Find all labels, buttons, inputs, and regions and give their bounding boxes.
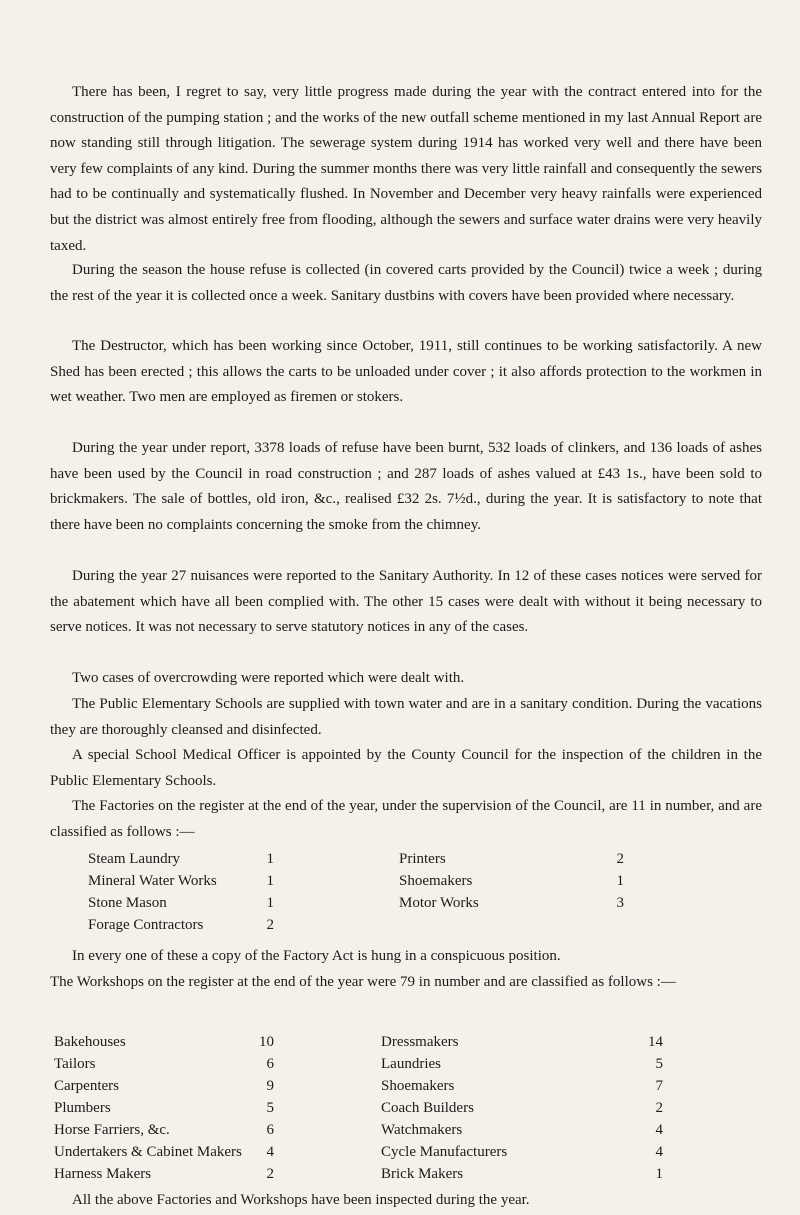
workshop-name: Horse Farriers, &c. [54, 1122, 170, 1138]
factory-name: Forage Contractors [88, 917, 204, 933]
workshop-name: Undertakers & Cabinet Makers [54, 1144, 242, 1160]
table-row [54, 1097, 664, 1119]
workshop-name: Carpenters [54, 1078, 119, 1094]
workshop-count: 4 [655, 1122, 663, 1138]
workshop-count: 2 [266, 1166, 274, 1182]
workshop-count: 14 [648, 1034, 663, 1050]
paragraph-sewerage: There has been, I regret to say, very little progress made during the year with the contract entered into for the construction of the pumping station ; and the works of the new outfall scheme mentioned in my last Annual Report are now standing still through litigation. The sewerage system during 1914 has worked very well and there have been very few complaints of any kind. During the summer months there was very little rainfall and consequently the sewers had to be continually and systematically flushed. In November and December very heavy rainfalls were experienced but the district was almost entirely free from flooding, although the sewers and surface water drains were very heavily taxed. [50, 84, 762, 254]
factory-count: 3 [616, 895, 624, 911]
factory-name: Mineral Water Works [88, 873, 217, 889]
paragraph-refuse-loads: During the year under report, 3378 loads of refuse have been burnt, 532 loads of clinkers, and 136 loads of ashes have been used by the Council in road construction ; and 287 loads of ashes valued at £43 1s., have been sold to brickmakers. The sale of bottles, old iron, &c., realised £32 2s. 7½d., during the year. It is satisfactory to note that there have been no complaints concerning the smoke from the chimney. [50, 440, 762, 533]
workshop-count: 2 [655, 1100, 663, 1116]
workshop-count: 5 [655, 1056, 663, 1072]
factory-name: Motor Works [399, 895, 479, 911]
workshop-count: 6 [266, 1122, 274, 1138]
workshop-name: Coach Builders [381, 1100, 474, 1116]
paragraph-inspection: All the above Factories and Workshops have been inspected during the year. [72, 1192, 530, 1208]
table-row [54, 1119, 664, 1141]
table-row [54, 1075, 664, 1097]
factory-name: Shoemakers [399, 873, 473, 889]
factory-name: Stone Mason [88, 895, 167, 911]
workshop-count: 1 [655, 1166, 663, 1182]
factory-count: 2 [266, 917, 274, 933]
workshop-count: 5 [266, 1100, 274, 1116]
factory-count: 1 [616, 873, 624, 889]
paragraph-schools: The Public Elementary Schools are supplied with town water and are in a sanitary condition. During the vacations they are thoroughly cleansed and disinfected. [50, 696, 762, 738]
table-row [54, 1053, 664, 1075]
workshop-count: 7 [655, 1078, 663, 1094]
table-row [54, 1031, 664, 1053]
factory-name: Steam Laundry [88, 851, 181, 867]
paragraph-nuisances: During the year 27 nuisances were reported to the Sanitary Authority. In 12 of these cases notices were served for the abatement which have all been complied with. The other 15 cases were dealt with without it being necessary to serve notices. It was not necessary to serve statutory notices in any of the cases. [50, 568, 762, 636]
paragraph-factory-act: In every one of these a copy of the Factory Act is hung in a conspicuous position. [72, 948, 561, 964]
factory-count: 1 [266, 851, 274, 867]
workshops-table [54, 1031, 664, 1185]
workshop-count: 6 [266, 1056, 274, 1072]
workshop-name: Watchmakers [381, 1122, 463, 1138]
workshop-name: Harness Makers [54, 1166, 152, 1182]
factory-count: 1 [266, 895, 274, 911]
factory-count: 2 [616, 851, 624, 867]
workshop-name: Dressmakers [381, 1034, 459, 1050]
table-row [88, 892, 628, 914]
workshop-name: Tailors [54, 1056, 96, 1072]
paragraph-refuse-collection: During the season the house refuse is collected (in covered carts provided by the Council) twice a week ; during the rest of the year it is collected once a week. Sanitary dustbins with covers have been provided where necessary. [50, 262, 762, 304]
paragraph-workshops-intro: The Workshops on the register at the end of the year were 79 in number and are classified as follows :— [50, 974, 676, 990]
paragraph-factories-intro: The Factories on the register at the end of the year, under the supervision of the Council, are 11 in number, and are classified as follows :— [50, 798, 762, 840]
workshop-name: Cycle Manufacturers [381, 1144, 508, 1160]
paragraph-medical-officer: A special School Medical Officer is appointed by the County Council for the inspection of the children in the Public Elementary Schools. [50, 747, 762, 789]
factory-count: 1 [266, 873, 274, 889]
factory-name: Printers [399, 851, 446, 867]
workshop-count: 4 [655, 1144, 663, 1160]
workshop-name: Brick Makers [381, 1166, 464, 1182]
workshop-name: Shoemakers [381, 1078, 455, 1094]
table-row [54, 1141, 664, 1163]
workshop-name: Plumbers [54, 1100, 111, 1116]
table-row [54, 1163, 664, 1185]
paragraph-overcrowding: Two cases of overcrowding were reported which were dealt with. [72, 670, 465, 686]
workshop-name: Laundries [381, 1056, 441, 1072]
workshop-count: 10 [259, 1034, 274, 1050]
table-row [88, 848, 628, 870]
table-row [88, 914, 628, 936]
workshop-count: 9 [266, 1078, 274, 1094]
paragraph-destructor: The Destructor, which has been working since October, 1911, still continues to be working satisfactorily. A new Shed has been erected ; this allows the carts to be unloaded under cover ; it also affords protection to the workmen in wet weather. Two men are employed as firemen or stokers. [50, 338, 762, 406]
workshop-count: 4 [266, 1144, 274, 1160]
table-row [88, 870, 628, 892]
factories-table [88, 848, 628, 936]
workshop-name: Bakehouses [54, 1034, 126, 1050]
